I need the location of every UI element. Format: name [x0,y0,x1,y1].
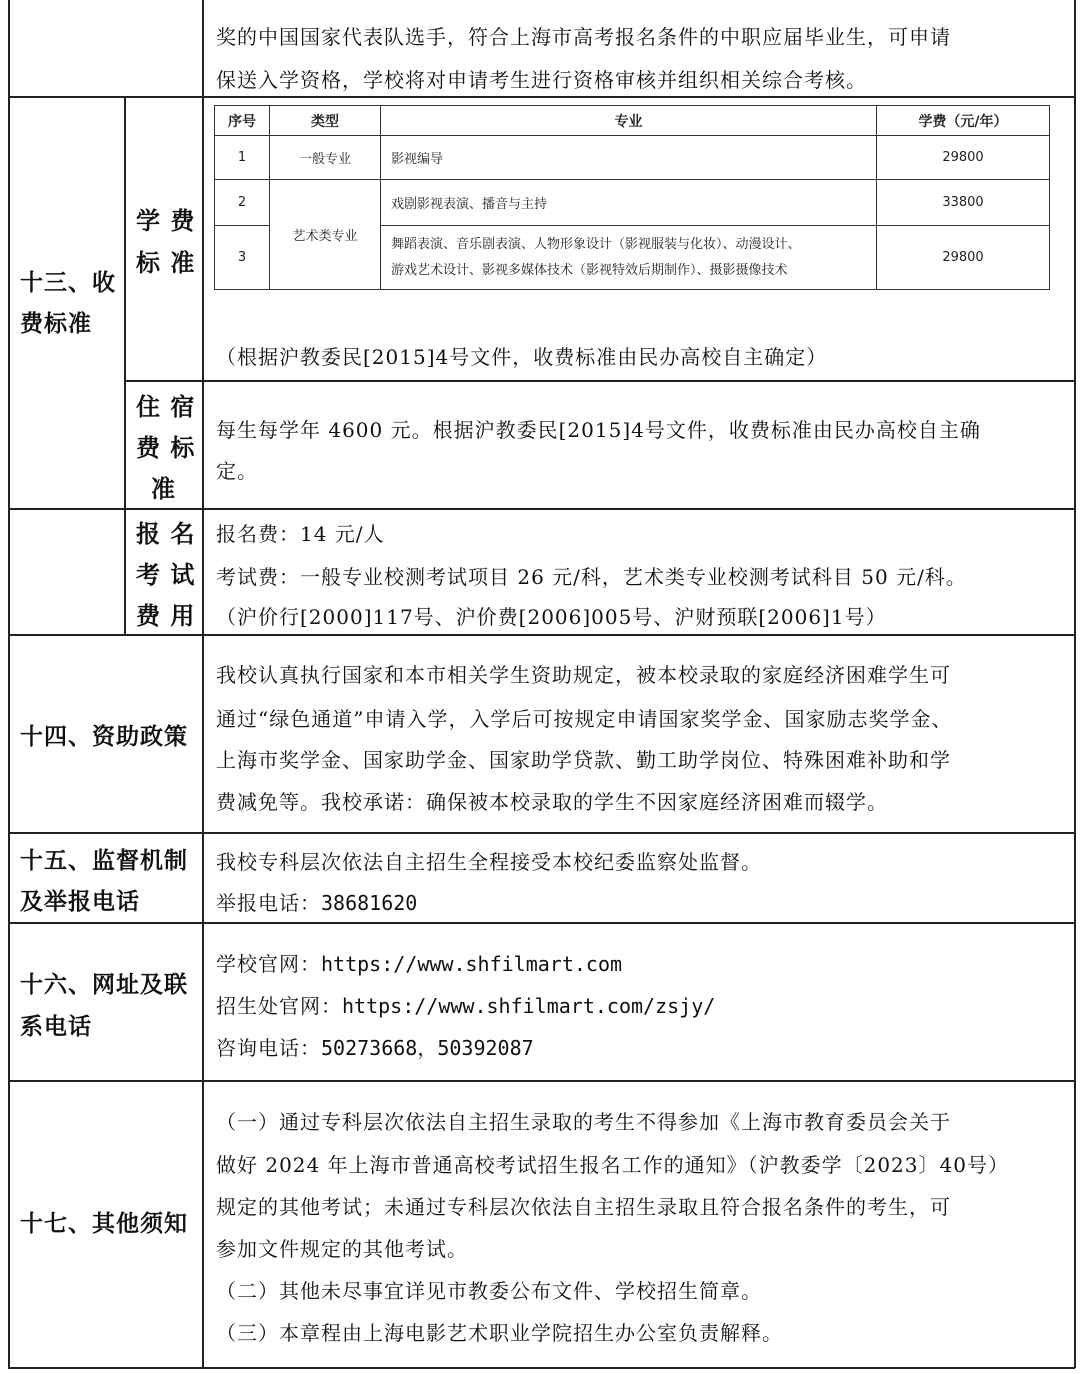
admission-website-line [216,996,715,1017]
report-phone-label: 举报电话： [216,891,321,915]
major-name-line: 舞蹈表演、音乐剧表演、人物形象设计（影视服装与化妆）、动漫设计、 [391,236,801,252]
aid-policy-text: 我校认真执行国家和本市相关学生资助规定，被本校录取的家庭经济困难学生可 [216,663,951,687]
section-13-label: 十三、收 [20,270,116,296]
section-13-label: 费标准 [20,311,92,337]
section-14-label: 十四、资助政策 [20,724,188,750]
table-border-right [1074,0,1076,1368]
notice-text: （三）本章程由上海电影艺术职业学院招生办公室负责解释。 [216,1321,783,1345]
tuition-fee: 29800 [877,136,1050,180]
admission-website-label: 招生处官网： [216,994,342,1018]
table-row [215,180,1050,226]
school-website-line [216,954,622,975]
sublabel-column-divider [124,97,126,634]
section-16-label: 系电话 [20,1014,92,1040]
column-header: 序号 [215,106,270,136]
notice-text: （一）通过专科层次依法自主招生录取的考生不得参加《上海市教育委员会关于 [216,1110,951,1134]
major-name-line: 游戏艺术设计、影视多媒体技术（影视特效后期制作）、摄影摄像技术 [391,262,788,278]
contact-phone-label: 咨询电话： [216,1036,321,1060]
aid-policy-text: 费减免等。我校承诺：确保被本校录取的学生不因家庭经济困难而辍学。 [216,790,888,814]
contact-phone-line [216,1038,534,1059]
row-divider [8,634,1075,636]
dorm-sublabel: 费 标 [136,434,196,462]
row-divider [8,832,1075,834]
label-column-divider [202,0,204,1368]
dorm-sublabel: 住 宿 [136,393,196,421]
report-phone-line [216,893,417,914]
supervision-text: 我校专科层次依法自主招生全程接受本校纪委监察处监督。 [216,850,762,874]
exam-fee-sublabel: 费 用 [136,602,196,630]
continued-text: 奖的中国国家代表队选手，符合上海市高考报名条件的中职应届毕业生，可申请 [216,25,951,49]
row-divider [8,508,1075,510]
table-border-bottom [8,1367,1075,1369]
tuition-fee: 29800 [877,226,1050,290]
column-header: 专业 [381,106,877,136]
tuition-fee: 33800 [877,180,1050,226]
aid-policy-text: 上海市奖学金、国家助学金、国家助学贷款、勤工助学岗位、特殊困难补助和学 [216,748,951,772]
exam-fee-sublabel: 报 名 [136,520,196,548]
column-header: 学费（元/年） [877,106,1050,136]
dorm-fee-text: 每生每学年 4600 元。根据沪教委民[2015]4号文件，收费标准由民办高校自主确 [216,418,981,442]
table-row [215,136,1050,180]
exam-fee-text: 报名费：14 元/人 [216,522,385,546]
row-divider [8,96,1075,98]
tuition-table-header [215,106,1050,136]
tuition-sublabel: 标 准 [136,249,196,277]
aid-policy-text: 通过“绿色通道”申请入学，入学后可按规定申请国家奖学金、国家励志奖学金、 [216,707,953,731]
major-name: 影视编导 [381,136,877,180]
dorm-fee-text: 定。 [216,459,258,483]
section-17-label: 十七、其他须知 [20,1211,188,1237]
row-divider [8,1080,1075,1082]
major-type: 艺术类专业 [270,180,381,290]
section-15-label: 及举报电话 [20,889,140,915]
tuition-table [214,105,1050,290]
school-website-link[interactable]: https://www.shfilmart.com [321,952,623,976]
contact-phone-numbers: 50273668，50392087 [321,1036,534,1060]
report-phone-number: 38681620 [321,891,418,915]
tuition-note: （根据沪教委民[2015]4号文件，收费标准由民办高校自主确定） [216,345,828,369]
row-number: 1 [215,136,270,180]
row-divider [8,922,1075,924]
row-divider [124,380,1075,382]
major-name: 戏剧影视表演、播音与主持 [381,180,877,226]
school-website-label: 学校官网： [216,952,321,976]
notice-text: 参加文件规定的其他考试。 [216,1237,468,1261]
notice-text: 做好 2024 年上海市普通高校考试招生报名工作的通知》（沪教委学〔2023〕40号） [216,1153,1009,1177]
notice-text: （二）其他未尽事宜详见市教委公布文件、学校招生简章。 [216,1279,762,1303]
continued-text: 保送入学资格，学校将对申请考生进行资格审核并组织相关综合考核。 [216,68,867,92]
notice-text: 规定的其他考试；未通过专科层次依法自主招生录取且符合报名条件的考生，可 [216,1195,951,1219]
section-16-label: 十六、网址及联 [20,972,188,998]
row-number: 3 [215,226,270,290]
dorm-sublabel: 准 [151,475,176,503]
exam-fee-text: （沪价行[2000]117号、沪价费[2006]005号、沪财预联[2006]1号） [216,605,887,629]
major-name [381,226,877,290]
exam-fee-text: 考试费：一般专业校测考试项目 26 元/科，艺术类专业校测考试科目 50 元/科。 [216,565,967,589]
section-15-label: 十五、监督机制 [20,848,188,874]
row-number: 2 [215,180,270,226]
table-border-left [8,0,10,1368]
tuition-sublabel: 学 费 [136,207,196,235]
admission-website-link[interactable]: https://www.shfilmart.com/zsjy/ [342,994,716,1018]
exam-fee-sublabel: 考 试 [136,561,196,589]
major-type: 一般专业 [270,136,381,180]
column-header: 类型 [270,106,381,136]
